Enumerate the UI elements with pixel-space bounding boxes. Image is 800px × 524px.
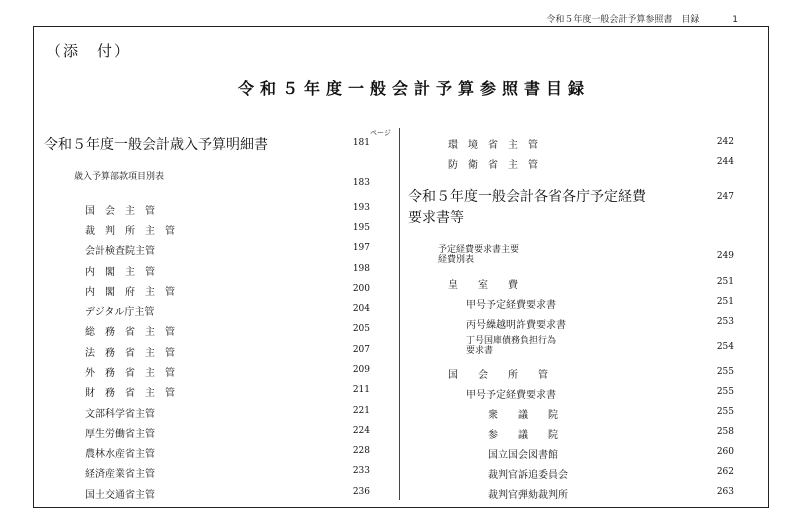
toc-item: 国 会 主 管 <box>85 206 155 217</box>
toc-page: 224 <box>352 426 370 436</box>
toc-item: 衆 議 院 <box>488 410 558 421</box>
toc-page: 209 <box>352 365 370 375</box>
toc-item: 会計検査院主管 <box>85 246 155 257</box>
toc-page: 198 <box>352 264 370 274</box>
toc-item: 国 会 所 管 <box>448 370 548 381</box>
toc-page: 195 <box>352 223 370 233</box>
toc-page: 255 <box>716 367 734 377</box>
toc-item: 国立国会図書館 <box>488 450 558 461</box>
toc-page: 253 <box>716 317 734 327</box>
toc-item: 財 務 省 主 管 <box>85 388 175 399</box>
page-column-label: ページ <box>370 129 391 137</box>
right-section-title-line1: 令和５年度一般会計各省各庁予定経費 <box>408 189 646 205</box>
toc-item: 内 閣 府 主 管 <box>85 287 175 298</box>
attachment-label: （添 付） <box>46 42 132 60</box>
right-subsection-title-line1: 予定経費要求書主要 <box>438 245 520 255</box>
header-page-number: 1 <box>732 15 738 25</box>
toc-item: 内 閣 主 管 <box>85 267 155 278</box>
toc-page: 255 <box>716 407 734 417</box>
toc-item-line1: 丁号国庫債務負担行為 <box>466 336 557 346</box>
toc-page: 207 <box>352 345 370 355</box>
toc-item: 裁 判 所 主 管 <box>85 226 175 237</box>
toc-page: 260 <box>716 447 734 457</box>
toc-item: 文部科学省主管 <box>85 409 155 420</box>
toc-item: 参 議 院 <box>488 430 558 441</box>
toc-item: 皇 室 費 <box>448 280 518 291</box>
toc-page: 251 <box>716 297 734 307</box>
toc-page: 211 <box>352 385 370 395</box>
toc-page: 205 <box>352 324 370 334</box>
toc-item: 丙号繰越明許費要求書 <box>466 320 566 331</box>
left-subsection-title: 歳入予算部款項目別表 <box>74 172 165 182</box>
toc-item: 裁判官訴追委員会 <box>488 470 568 481</box>
toc-page: 236 <box>352 487 370 497</box>
toc-page: 193 <box>352 203 370 213</box>
right-subsection-title-line2: 経費別表 <box>438 255 475 265</box>
toc-page: 254 <box>716 342 734 352</box>
toc-page: 263 <box>716 487 734 497</box>
right-section-title-line2: 要求書等 <box>408 210 464 226</box>
toc-page: 200 <box>352 284 370 294</box>
toc-item: 甲号予定経費要求書 <box>466 300 556 311</box>
header-text: 令和５年度一般会計予算参照書 目録 <box>546 15 700 25</box>
toc-item: 国土交通省主管 <box>85 490 155 501</box>
toc-page: 255 <box>716 387 734 397</box>
toc-item: 農林水産省主管 <box>85 449 155 460</box>
right-subsection-page: 249 <box>716 251 734 261</box>
toc-page: 244 <box>716 157 734 167</box>
column-divider <box>399 128 400 500</box>
toc-item: 外 務 省 主 管 <box>85 368 175 379</box>
toc-page: 204 <box>352 304 370 314</box>
toc-item: 防 衛 省 主 管 <box>448 160 538 171</box>
left-section-title: 令和５年度一般会計歳入予算明細書 <box>44 137 268 153</box>
toc-item: 総 務 省 主 管 <box>85 327 175 338</box>
left-section-page: 181 <box>352 138 370 148</box>
toc-page: 233 <box>352 466 370 476</box>
toc-item: 裁判官弾劾裁判所 <box>488 490 568 501</box>
toc-item-line2: 要求書 <box>466 346 494 356</box>
toc-page: 251 <box>716 277 734 287</box>
toc-item: 法 務 省 主 管 <box>85 348 175 359</box>
toc-item: デジタル庁主管 <box>85 307 155 318</box>
toc-page: 221 <box>352 406 370 416</box>
running-header <box>546 12 738 25</box>
toc-page: 242 <box>716 137 734 147</box>
toc-item: 経済産業省主管 <box>85 469 155 480</box>
left-subsection-page: 183 <box>352 178 370 188</box>
toc-item: 甲号予定経費要求書 <box>466 390 556 401</box>
document-title: 令和５年度一般会計予算参照書目録 <box>238 79 591 98</box>
toc-page: 228 <box>352 446 370 456</box>
toc-page: 258 <box>716 427 734 437</box>
toc-page: 262 <box>716 467 734 477</box>
toc-page: 197 <box>352 243 370 253</box>
toc-item: 環 境 省 主 管 <box>448 140 538 151</box>
toc-item: 厚生労働省主管 <box>85 429 155 440</box>
right-section-page: 247 <box>716 192 734 202</box>
